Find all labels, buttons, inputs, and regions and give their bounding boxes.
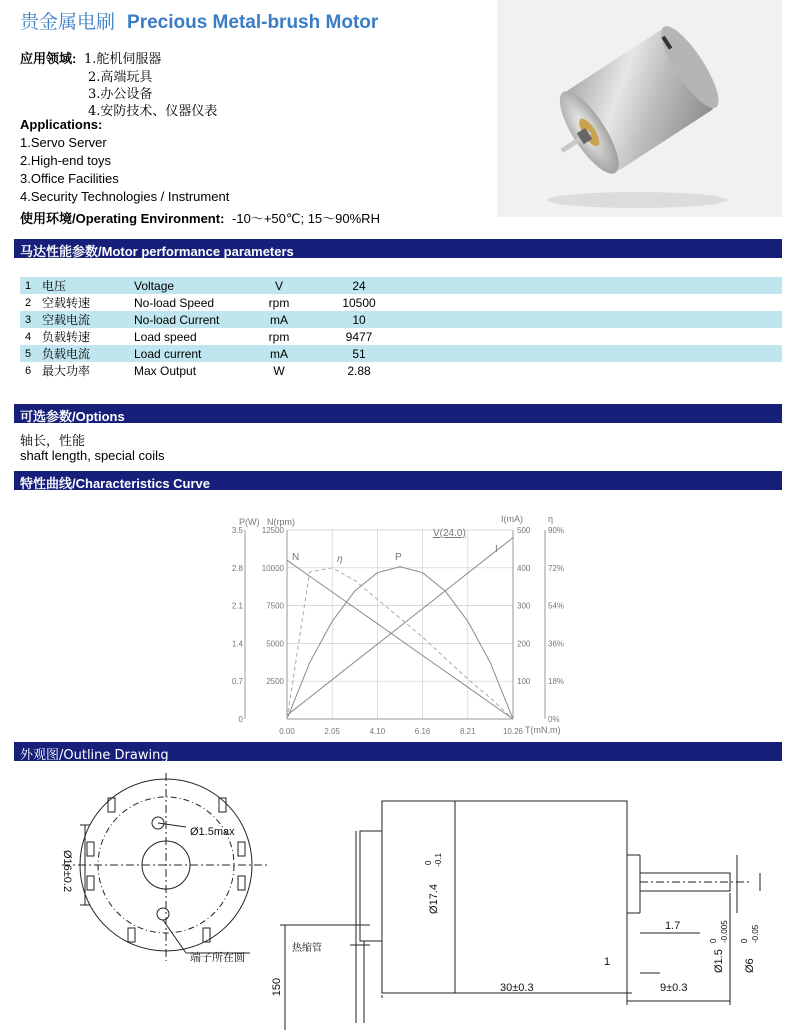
p-tick-label: 1.4 (231, 639, 243, 649)
n-tick-label: 2500 (266, 677, 284, 687)
row-value: 24 (314, 277, 404, 294)
i-tick-label: 300 (517, 601, 531, 611)
environment-value: -10～+50℃; 15～90%RH (232, 211, 380, 226)
axis-label-n: N(rpm) (267, 517, 295, 527)
eta-tick-label: 18% (548, 677, 565, 687)
body-length: 30±0.3 (500, 982, 534, 994)
x-tick-label: 2.05 (324, 727, 340, 736)
heat-shrink-note: 热缩管 (292, 943, 322, 954)
row-name-en: Load speed (134, 329, 197, 344)
row-unit: rpm (268, 329, 290, 344)
performance-row (20, 362, 782, 379)
row-spacer (404, 362, 782, 379)
shaft-tol-top: 0 (709, 938, 718, 943)
applications-cn-item: 1.舵机伺服器 (83, 52, 162, 67)
axis-label-p: P(W) (239, 517, 260, 527)
applications-cn-item: 4.安防技术、仪器仪表 (88, 104, 218, 119)
series-label-p: P (395, 552, 402, 563)
axis-label-eta: η (548, 514, 554, 524)
performance-table (20, 277, 782, 379)
body-dia-tol-top: 0 (424, 860, 433, 865)
row-unit: mA (244, 311, 314, 328)
characteristics-chart (225, 512, 585, 742)
row-name-cn: 最大功率 (42, 364, 91, 378)
i-tick-label: 500 (517, 526, 531, 535)
row-unit: rpm (268, 295, 290, 310)
shaft-tol-bot: -0.005 (720, 920, 729, 943)
applications-cn-label: 应用领域: (20, 51, 77, 66)
boss-dia: Ø6 (744, 958, 756, 973)
body-dia-tol-bot: -0.1 (434, 853, 443, 867)
row-number: 3 (20, 311, 36, 328)
motor-photo (497, 0, 782, 217)
p-tick-label: 0 (238, 715, 243, 724)
p-tick-label: 3.5 (231, 526, 243, 535)
shaft-dia: Ø1.5 (713, 949, 725, 973)
applications-cn-item: 3.办公设备 (88, 87, 153, 102)
applications-en-item: 3.Office Facilities (20, 171, 119, 186)
applications-en-label: Applications: (20, 117, 103, 132)
boss-tol-top: 0 (740, 938, 749, 943)
options-en: shaft length, special coils (20, 448, 165, 463)
row-number: 5 (20, 345, 36, 362)
eta-tick-label: 54% (548, 601, 565, 611)
applications-cn-row (20, 48, 161, 67)
row-name-en: No-load Current (134, 311, 244, 328)
x-tick-label: 6.16 (414, 727, 431, 736)
series-label-i: I (495, 544, 498, 555)
shaft-length: 9±0.3 (660, 982, 688, 994)
page-title (20, 7, 378, 34)
x-axis-label: T(mN.m) (525, 725, 561, 735)
applications-en-item: 2.High-end toys (20, 153, 112, 168)
series-line-p (287, 567, 513, 719)
options-cn: 轴长，性能 (20, 434, 86, 449)
row-name-en: Load current (134, 345, 244, 362)
pcd-note: Ø16±0.2 (61, 849, 73, 893)
i-tick-label: 200 (517, 639, 531, 649)
row-name-en: Voltage (134, 277, 244, 294)
row-spacer (404, 277, 782, 294)
x-tick-label: 0.00 (279, 727, 295, 736)
i-tick-label: 400 (517, 563, 531, 573)
series-label-v: V(24.0) (433, 528, 466, 539)
row-number: 1 (20, 277, 36, 294)
row-number: 6 (24, 364, 32, 377)
applications-en-item: 4.Security Technologies / Instrument (20, 189, 230, 204)
section-curve: 特性曲线/Characteristics Curve (14, 471, 782, 490)
row-spacer (404, 345, 782, 362)
row-name-en: Max Output (134, 363, 197, 378)
section-outline: 外观图/Outline Drawing (14, 742, 782, 761)
row-value: 51 (314, 345, 404, 362)
row-spacer (404, 311, 782, 328)
row-spacer (404, 294, 782, 311)
row-name-cn: 电压 (36, 277, 134, 294)
dim-1-7: 1.7 (665, 920, 681, 932)
row-number: 4 (24, 330, 32, 343)
performance-row (20, 345, 782, 362)
eta-tick-label: 72% (548, 563, 565, 573)
terminal-hole-bottom (157, 908, 169, 920)
performance-row (20, 277, 782, 294)
section-options: 可选参数/Options (14, 404, 782, 423)
outline-drawing (0, 765, 804, 1036)
series-label-eta: η (337, 554, 343, 565)
hole-note: Ø1.5max (190, 826, 235, 838)
row-unit: V (244, 277, 314, 294)
eta-tick-label: 36% (548, 639, 565, 649)
i-tick-label: 100 (517, 677, 531, 687)
operating-environment (20, 208, 380, 227)
axis-label-i: I(mA) (501, 514, 523, 524)
row-name-cn: 负载电流 (36, 345, 134, 362)
x-tick-label: 8.21 (460, 727, 476, 736)
x-tick-label: 4.10 (369, 727, 386, 736)
body-dia: Ø17.4 (428, 884, 440, 914)
terminal-note: 端子所在圆 (190, 952, 245, 964)
boss-tol-bot: -0.05 (751, 924, 760, 943)
section-performance: 马达性能参数/Motor performance parameters (14, 239, 782, 258)
row-name-cn: 负载转速 (42, 330, 91, 344)
row-name-cn: 空载电流 (36, 311, 134, 328)
row-number: 2 (24, 296, 32, 309)
title-cn: 贵金属电刷 (20, 11, 116, 33)
n-tick-label: 5000 (266, 639, 284, 649)
series-label-n: N (292, 552, 300, 563)
dim-1: 1 (604, 956, 611, 968)
n-tick-label: 10000 (261, 563, 284, 573)
series-line-n (287, 560, 513, 719)
environment-label: 使用环境/Operating Environment: (20, 211, 225, 226)
side-view-body (382, 801, 627, 993)
lead-length: 150 (271, 977, 283, 997)
x-tick-label: 10.26 (502, 727, 524, 736)
row-value: 10500 (342, 295, 376, 310)
eta-tick-label: 0% (548, 715, 560, 724)
n-tick-label: 12500 (261, 526, 284, 535)
p-tick-label: 2.8 (231, 563, 243, 573)
p-tick-label: 0.7 (231, 677, 243, 687)
row-unit: mA (244, 345, 314, 362)
applications-en-item: 1.Servo Server (20, 135, 107, 150)
row-name-en: No-load Speed (134, 295, 215, 310)
eta-tick-label: 90% (548, 526, 565, 535)
row-value: 2.88 (347, 363, 371, 378)
title-en: Precious Metal-brush Motor (127, 12, 379, 33)
n-tick-label: 7500 (266, 601, 284, 611)
performance-row (20, 311, 782, 328)
applications-cn-item: 2.高端玩具 (88, 70, 153, 85)
row-unit: W (273, 363, 285, 378)
row-value: 9477 (345, 329, 373, 344)
p-tick-label: 2.1 (231, 601, 243, 611)
performance-row (20, 294, 782, 311)
row-value: 10 (314, 311, 404, 328)
row-spacer (404, 328, 782, 345)
row-name-cn: 空载转速 (42, 296, 91, 310)
performance-row (20, 328, 782, 345)
series-line-i (287, 538, 513, 716)
